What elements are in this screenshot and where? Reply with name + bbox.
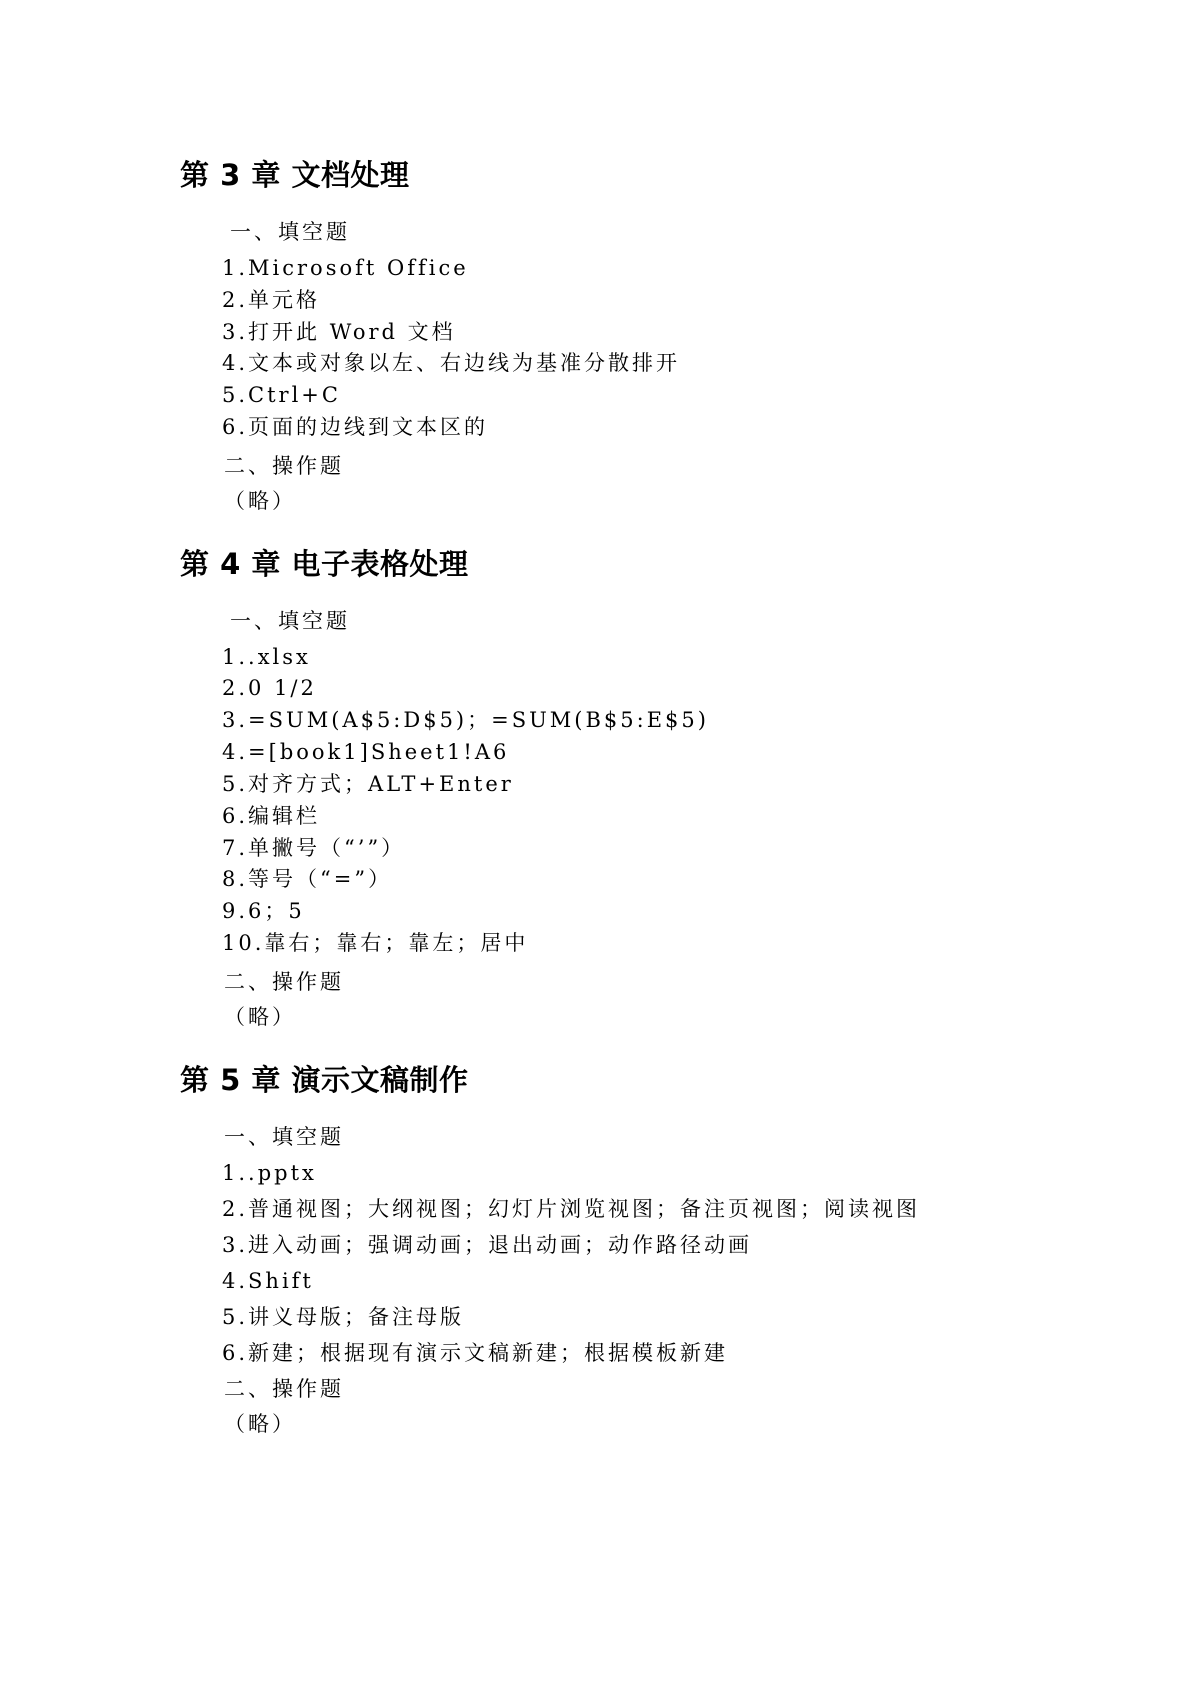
chapter-3-title: 第 3 章 文档处理: [180, 158, 410, 192]
chapter-5-item: 4.Shift: [222, 1269, 314, 1293]
chapter-5-op-heading: 二、操作题: [224, 1377, 344, 1401]
chapter-3-item: 5.Ctrl+C: [222, 383, 341, 407]
chapter-5-fill-heading: 一、填空题: [224, 1125, 344, 1149]
chapter-3-fill-heading: 一、填空题: [230, 220, 350, 244]
chapter-4-item: 4.=[book1]Sheet1!A6: [222, 740, 510, 764]
chapter-4-title: 第 4 章 电子表格处理: [180, 547, 469, 581]
chapter-5-item: 5.讲义母版；备注母版: [222, 1305, 465, 1329]
chapter-5-item: 2.普通视图；大纲视图；幻灯片浏览视图；备注页视图；阅读视图: [222, 1197, 921, 1221]
chapter-5-op-note: （略）: [224, 1412, 296, 1436]
chapter-5-item: 1..pptx: [222, 1161, 317, 1185]
chapter-3-item: 1.Microsoft Office: [222, 256, 469, 280]
chapter-3-op-note: （略）: [224, 489, 296, 513]
chapter-3-item: 4.文本或对象以左、右边线为基准分散排开: [222, 351, 681, 375]
chapter-4-item: 10.靠右；靠右；靠左；居中: [222, 931, 529, 955]
chapter-4-item: 1..xlsx: [222, 645, 311, 669]
chapter-4-item: 3.=SUM(A$5:D$5)；=SUM(B$5:E$5): [222, 708, 709, 732]
chapter-4-item: 7.单撇号（“’”）: [222, 836, 406, 860]
chapter-3-item: 2.单元格: [222, 288, 321, 312]
chapter-4-fill-heading: 一、填空题: [230, 609, 350, 633]
chapter-4-op-note: （略）: [224, 1005, 296, 1029]
chapter-4-item: 6.编辑栏: [222, 804, 321, 828]
chapter-5-item: 3.进入动画；强调动画；退出动画；动作路径动画: [222, 1233, 753, 1257]
chapter-5-title: 第 5 章 演示文稿制作: [180, 1063, 469, 1097]
chapter-3-op-heading: 二、操作题: [224, 454, 344, 478]
chapter-4-item: 9.6；5: [222, 899, 305, 923]
chapter-5-item: 6.新建；根据现有演示文稿新建；根据模板新建: [222, 1341, 729, 1365]
chapter-4-item: 8.等号（“=”）: [222, 867, 393, 891]
chapter-4-item: 2.0 1/2: [222, 676, 317, 700]
chapter-4-op-heading: 二、操作题: [224, 970, 344, 994]
chapter-4-item: 5.对齐方式；ALT+Enter: [222, 772, 514, 796]
chapter-3-item: 3.打开此 Word 文档: [222, 320, 456, 344]
chapter-3-item: 6.页面的边线到文本区的: [222, 415, 489, 439]
